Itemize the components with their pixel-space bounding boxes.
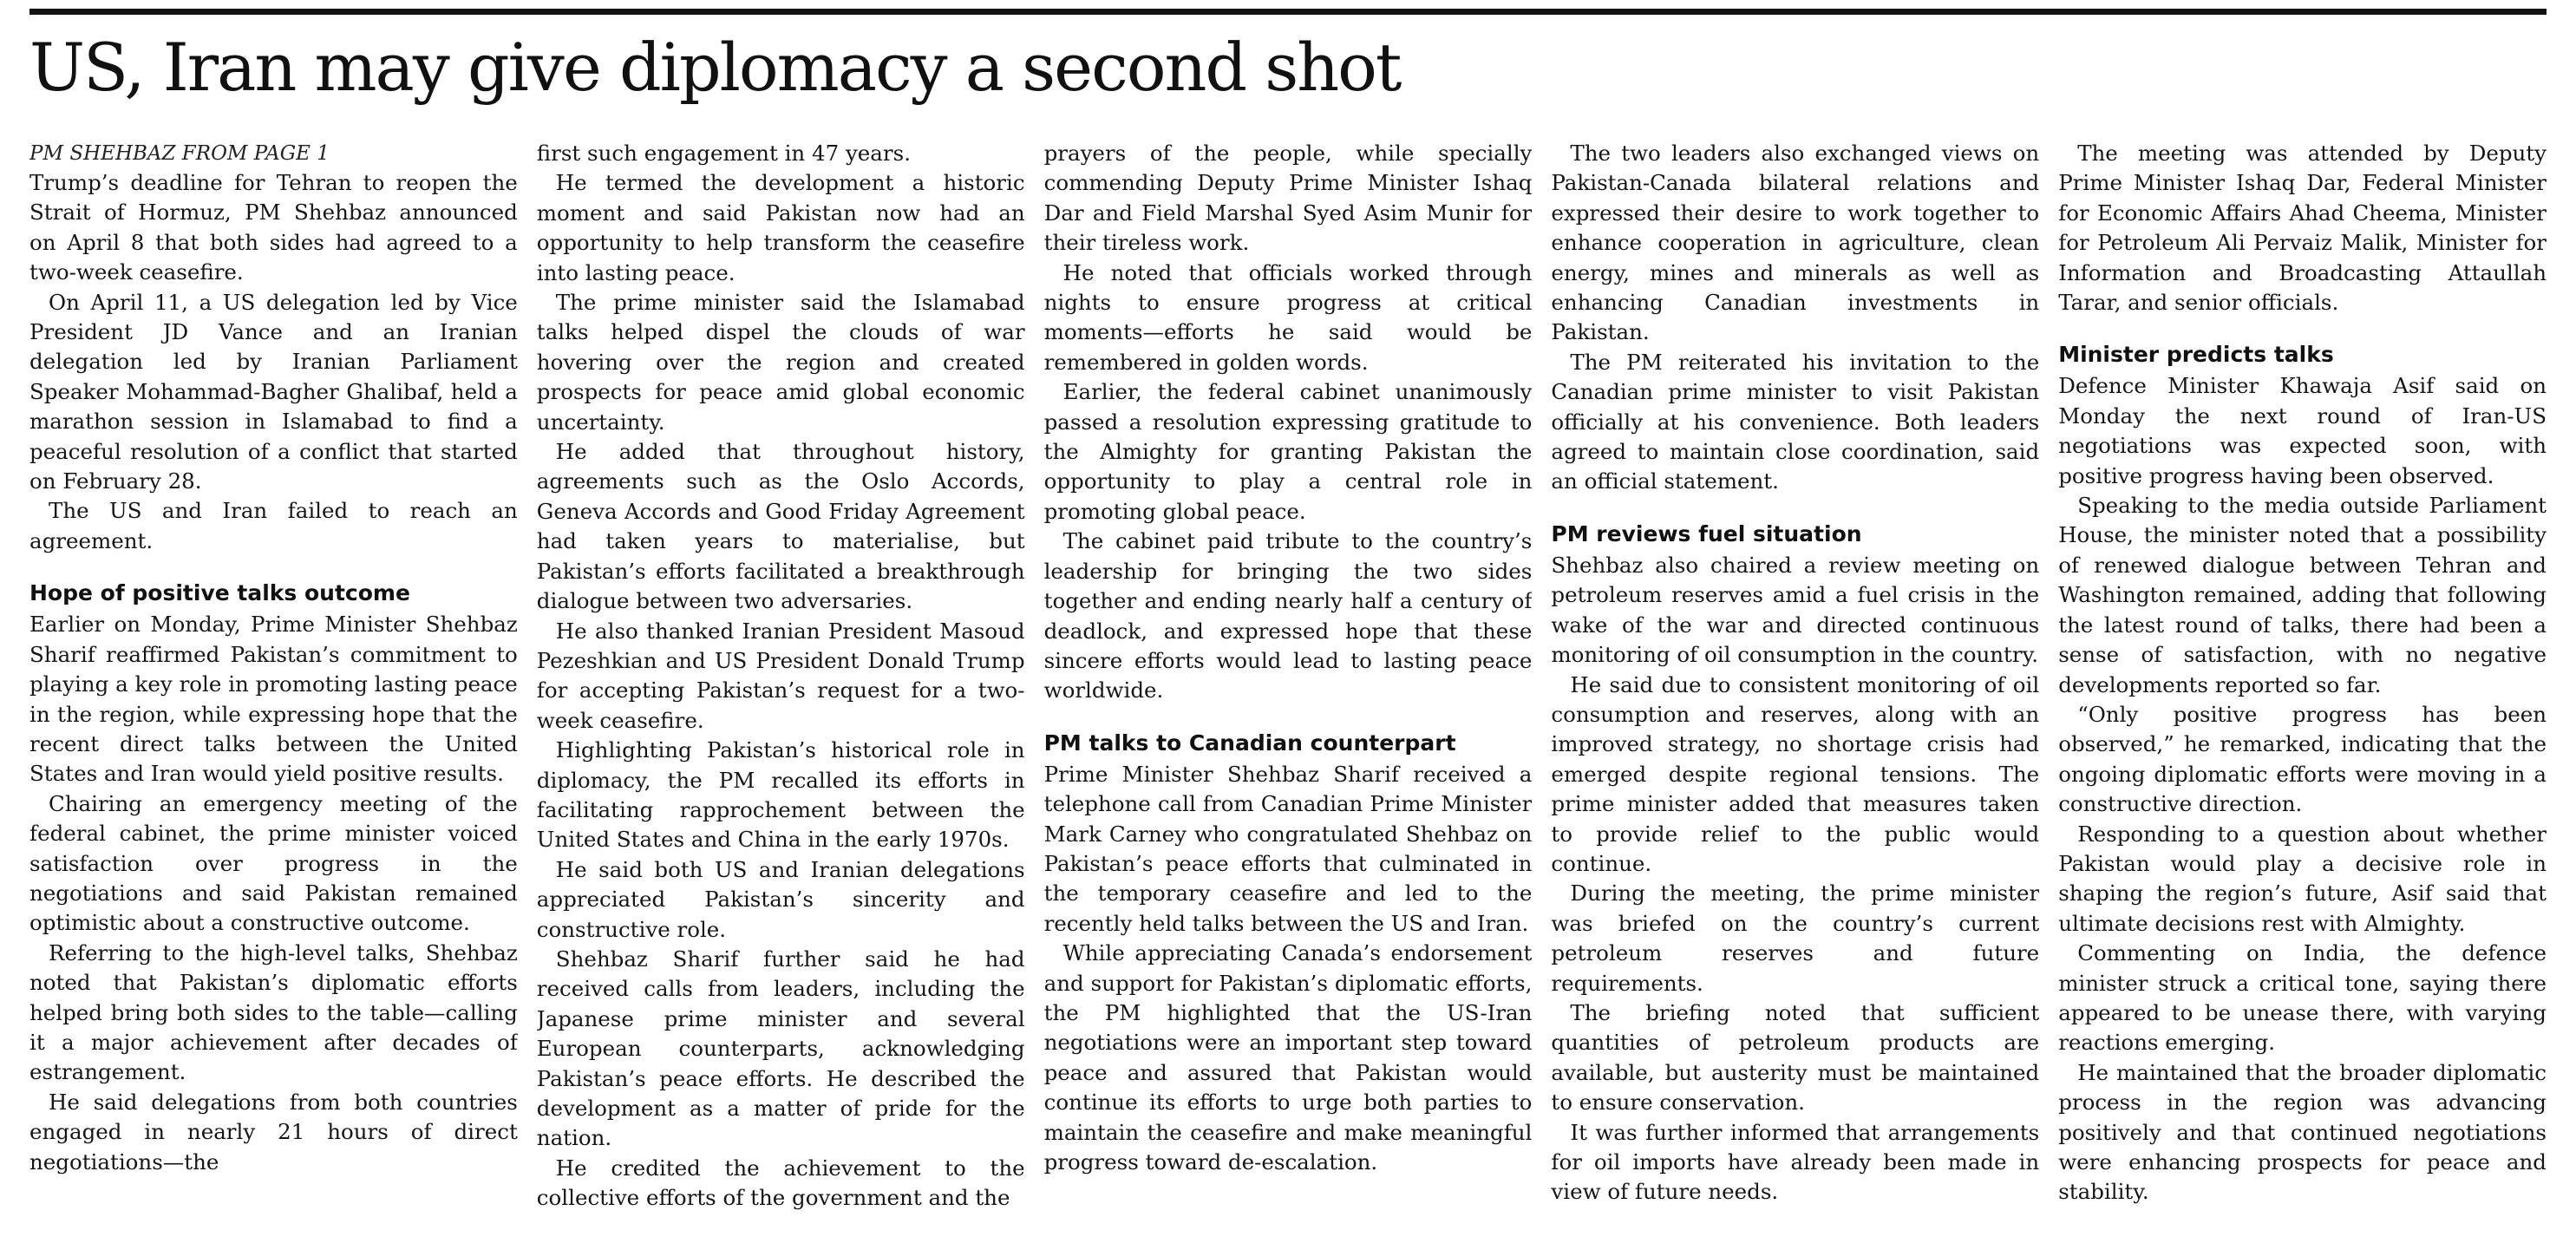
article-paragraph: Trump’s deadline for Tehran to reopen the Strait of Hormuz, PM Shehbaz announced on April 8 that both sides had agreed to a two-week ceasefire. (29, 170, 518, 285)
article-paragraph: Commenting on India, the defence minister struck a critical tone, saying there appeared to be unease there, with varying reactions emerging. (2058, 940, 2547, 1056)
article-paragraph: He said both US and Iranian delegations appreciated Pakistan’s sincerity and constructive role. (536, 856, 1025, 942)
article-paragraph: While appreciating Canada’s endorsement and support for Pakistan’s diplomatic efforts, the PM highlighted that the US-Iran negotiations were an important step toward peace and assured that Pakistan would continue its efforts to urge both parties to maintain the ceasefire and make meaningful progress toward de-escalation. (1043, 940, 1533, 1175)
continuation-kicker: PM SHEHBAZ FROM PAGE 1 (29, 142, 330, 165)
article-paragraph: He credited the achievement to the collective efforts of the government and the (536, 1155, 1025, 1211)
top-rule (29, 9, 2547, 15)
article-paragraph: Shehbaz Sharif further said he had received calls from leaders, including the Japanese prime minister and several European counterparts, acknowledging Pakistan’s peace efforts. He described the development as a matter of pride for the nation. (536, 946, 1025, 1151)
column-2 (537, 139, 1025, 1227)
article-paragraph: Shehbaz also chaired a review meeting on petroleum reserves amid a fuel crisis in the wake of the war and directed continuous monitoring of oil consumption in the country. (1551, 552, 2040, 668)
column-1 (29, 139, 518, 1227)
column-5 (2058, 139, 2547, 1227)
article-paragraph: Chairing an emergency meeting of the federal cabinet, the prime minister voiced satisfaction over progress in the negotiations and said Pakistan remained optimistic about a constructive outcome. (29, 790, 518, 936)
article-paragraph: Defence Minister Khawaja Asif said on Monday the next round of Iran-US negotiations was expected soon, with positive progress having been observed. (2058, 373, 2547, 488)
column-4 (1551, 139, 2039, 1227)
article-paragraph: He said due to consistent monitoring of oil consumption and reserves, along with an improved strategy, no shortage crisis had emerged despite regional tensions. The prime minister added that measures taken to provide relief to the public would continue. (1551, 671, 2040, 876)
article-paragraph: Highlighting Pakistan’s historical role in diplomacy, the PM recalled its efforts in facilitating rapprochement between the United States and China in the early 1970s. (536, 737, 1025, 853)
article-paragraph: The cabinet paid tribute to the country’s leadership for bringing the two sides together and ending nearly half a century of deadlock, and expressed hope that these sincere efforts would lead to lasting peace worldwide. (1043, 528, 1533, 704)
article-paragraph: During the meeting, the prime minister was briefed on the country’s current petroleum reserves and future requirements. (1551, 880, 2040, 996)
section-subhead: Hope of positive talks outcome (29, 580, 410, 606)
article-paragraph: Prime Minister Shehbaz Sharif received a telephone call from Canadian Prime Minister Mark Carney who congratulated Shehbaz on Pakistan’s peace efforts that culminated in the temporary ceasefire and led to the recently held talks between the US and Iran. (1043, 761, 1533, 936)
article-paragraph: He also thanked Iranian President Masoud Pezeshkian and US President Donald Trump for accepting Pakistan’s request for a two-week ceasefire. (536, 618, 1025, 733)
article-paragraph: The two leaders also exchanged views on Pakistan-Canada bilateral relations and expressed their desire to work together to enhance cooperation in agriculture, clean energy, mines and minerals as well as enhancing Canadian investments in Pakistan. (1551, 141, 2040, 345)
article-paragraph: prayers of the people, while specially commending Deputy Prime Minister Ishaq Dar and Field Marshal Syed Asim Munir for their tireless work. (1043, 141, 1533, 256)
section-subhead: PM reviews fuel situation (1551, 520, 1862, 546)
article-paragraph: Earlier on Monday, Prime Minister Shehbaz Sharif reaffirmed Pakistan’s commitment to playing a key role in promoting lasting peace in the region, while expressing hope that the recent direct talks between the United States and Iran would yield positive results. (29, 612, 518, 787)
article-paragraph: Speaking to the media outside Parliament House, the minister noted that a possibility of renewed dialogue between Tehran and Washington remained, adding that following the latest round of talks, there had been a sense of satisfaction, with no negative developments reported so far. (2058, 493, 2547, 697)
article-paragraph: The US and Iran failed to reach an agreement. (29, 498, 518, 553)
article-paragraph: He noted that officials worked through nights to ensure progress at critical moments—efforts he said would be remembered in golden words. (1043, 259, 1533, 375)
article-paragraph: He termed the development a historic moment and said Pakistan now had an opportunity to help transform the ceasefire into lasting peace. (536, 170, 1025, 285)
article-paragraph: On April 11, a US delegation led by Vice President JD Vance and an Iranian delegation led by Iranian Parliament Speaker Mohammad-Bagher Ghalibaf, held a marathon session in Islamabad to find a peaceful resolution of a conflict that started on February 28. (29, 289, 518, 494)
article-paragraph: The briefing noted that sufficient quantities of petroleum products are available, but austerity must be maintained to ensure conservation. (1551, 999, 2040, 1116)
article-paragraph: Referring to the high-level talks, Shehbaz noted that Pakistan’s diplomatic efforts helped bring both sides to the table—calling it a major achievement after decades of estrangement. (29, 939, 518, 1085)
article-paragraph: Responding to a question about whether Pakistan would play a decisive role in shaping the region’s future, Asif said that ultimate decisions rest with Almighty. (2058, 821, 2547, 936)
headline: US, Iran may give diplomacy a second shot (29, 29, 1401, 106)
section-subhead: Minister predicts talks (2058, 342, 2334, 368)
column-3 (1044, 139, 1533, 1227)
article-paragraph: The meeting was attended by Deputy Prime Minister Ishaq Dar, Federal Minister for Economic Affairs Ahad Cheema, Minister for Petroleum Ali Pervaiz Malik, Minister for Information and Broadcasting Attaullah Tarar, and senior officials. (2058, 141, 2547, 316)
article-paragraph: “Only positive progress has been observed,” he remarked, indicating that the ongoing diplomatic efforts were moving in a constructive direction. (2058, 701, 2547, 817)
article-paragraph: He added that throughout history, agreements such as the Oslo Accords, Geneva Accords and Good Friday Agreement had taken years to materialise, but Pakistan’s efforts facilitated a breakthrough dialogue between two adversaries. (536, 439, 1025, 614)
article-paragraph: It was further informed that arrangements for oil imports have already been made in view of future needs. (1551, 1119, 2040, 1205)
article-paragraph: He said delegations from both countries engaged in nearly 21 hours of direct negotiations—the (29, 1089, 518, 1175)
section-subhead: PM talks to Canadian counterpart (1043, 730, 1456, 756)
article-paragraph: He maintained that the broader diplomatic process in the region was advancing positively and that continued negotiations were enhancing prospects for peace and stability. (2058, 1059, 2547, 1205)
article-columns (29, 139, 2547, 1227)
article-paragraph: Earlier, the federal cabinet unanimously passed a resolution expressing gratitude to the Almighty for granting Pakistan the opportunity to play a central role in promoting global peace. (1043, 379, 1533, 524)
article-paragraph: The prime minister said the Islamabad talks helped dispel the clouds of war hovering over the region and created prospects for peace amid global economic uncertainty. (536, 290, 1025, 435)
article-paragraph: first such engagement in 47 years. (536, 141, 911, 166)
article-paragraph: The PM reiterated his invitation to the Canadian prime minister to visit Pakistan officially at his convenience. Both leaders agreed to maintain close coordination, said an official statement. (1551, 349, 2040, 494)
